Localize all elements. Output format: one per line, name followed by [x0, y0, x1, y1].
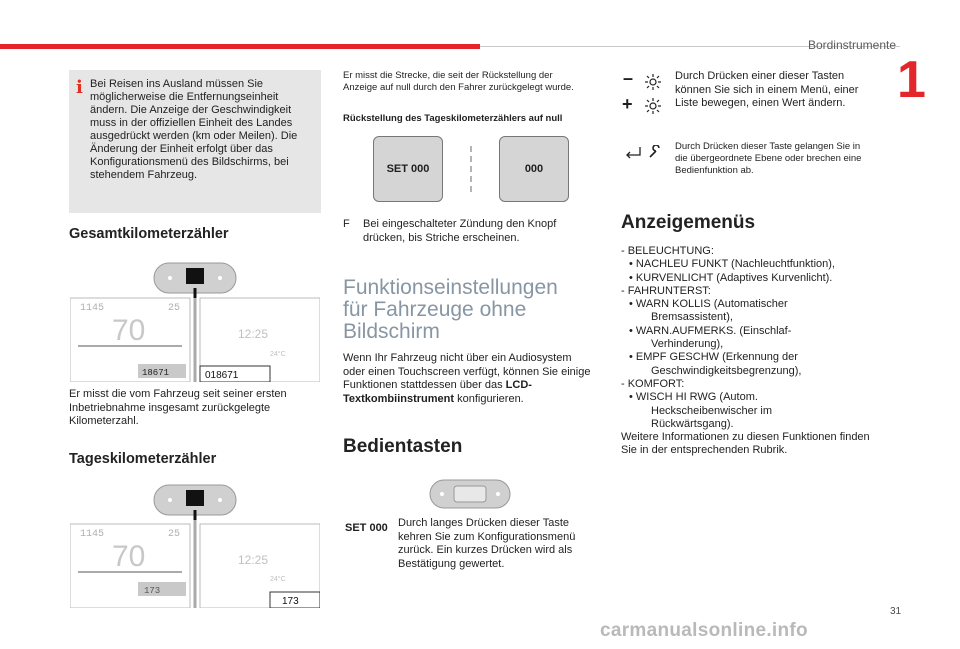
- settings-text-part2: konfigurieren.: [454, 392, 524, 405]
- menu-item: Verhinderung),: [651, 338, 724, 351]
- back-button-description: Durch Drücken dieser Taste gelangen Sie in die übergeordnete Ebene oder brechen eine Bedienfunktion ab.: [675, 141, 862, 176]
- watermark: carmanualsonline.info: [600, 620, 808, 641]
- info-icon: i: [76, 77, 83, 98]
- info-box: [69, 70, 321, 213]
- fig2-left-top: 1145: [80, 529, 105, 540]
- header-red-bar: [0, 44, 480, 49]
- total-odometer-heading: Gesamtkilometerzähler: [69, 226, 229, 242]
- menu-item: • NACHLEU FUNKT (Nachleuchtfunktion),: [629, 258, 835, 271]
- menu-item: - KOMFORT:: [621, 377, 685, 390]
- plus-icon: +: [622, 94, 633, 114]
- 000-button-illustration: 000: [499, 136, 569, 202]
- set-000-icon: SET 000: [345, 522, 388, 534]
- brightness-icon-2: [645, 98, 661, 114]
- brightness-icon: [645, 74, 661, 90]
- total-odometer-figure: [70, 258, 320, 382]
- total-odometer-description: Er misst die vom Fahrzeug seit seiner ersten Inbetriebnahme insgesamt zurückgelegte Kilometerzahl.: [69, 388, 287, 427]
- menu-item: - FAHRUNTERST:: [621, 284, 711, 297]
- control-buttons-heading: Bedientasten: [343, 436, 463, 457]
- fig2-small-value: 173: [144, 586, 161, 596]
- fig2-clock: 12:25: [238, 553, 269, 567]
- menu-item: • WISCH HI RWG (Autom.: [629, 391, 758, 404]
- settings-text: [343, 352, 595, 406]
- set-000-button-illustration: SET 000: [373, 136, 443, 202]
- menu-item: • WARN.AUFMERKS. (Einschlaf-: [629, 324, 792, 337]
- menu-item: Geschwindigkeitsbegrenzung),: [651, 364, 802, 377]
- fig1-clock: 12:25: [238, 327, 269, 341]
- fig2-right-top: 25: [168, 529, 181, 540]
- minus-button-icon: [623, 68, 633, 89]
- figure-divider: [470, 146, 472, 192]
- menu-item: • KURVENLICHT (Adaptives Kurvenlicht).: [629, 271, 833, 284]
- chapter-number: 1: [897, 51, 926, 109]
- menu-item: • EMPF GESCHW (Erkennung der: [629, 351, 798, 364]
- fig2-temp: 24°C: [270, 576, 286, 583]
- fig1-speed: 70: [112, 314, 146, 347]
- trip-odometer-figure: [70, 480, 320, 608]
- menu-footer: Weitere Informationen zu diesen Funktionen finden Sie in der entsprechenden Rubrik.: [621, 431, 870, 457]
- settings-text-part1: Wenn Ihr Fahrzeug nicht über ein Audiosystem oder einen Touchscreen verfügt, können Sie einige Funktionen stattdessen über das: [343, 352, 591, 391]
- fig1-right-top: 25: [168, 303, 181, 314]
- fig1-temp: 24°C: [270, 351, 286, 358]
- trip-reset-step: Bei eingeschalteter Zündung den Knopf drücken, bis Striche erscheinen.: [363, 218, 557, 244]
- menu-item: Heckscheibenwischer im: [651, 404, 773, 417]
- fig1-callout-value: 018671: [205, 370, 239, 381]
- fig1-left-top: 1145: [80, 303, 105, 314]
- menu-item: Bremsassistent),: [651, 311, 733, 324]
- display-menus-heading: Anzeigemenüs: [621, 212, 756, 233]
- minus-icon: –: [623, 68, 634, 88]
- settings-heading: Funktionseinstellungen für Fahrzeuge ohne Bildschirm: [343, 276, 558, 343]
- step-bullet: F: [343, 218, 350, 230]
- trip-odometer-heading: Tageskilometerzähler: [69, 451, 217, 467]
- menu-item: • WARN KOLLIS (Automatischer: [629, 298, 788, 311]
- info-text: Bei Reisen ins Ausland müssen Sie möglicherweise die Entfernungseinheit ändern. Die Anzeige der Geschwindigkeit muss in der offiziellen Einheit des Landes ausgedrückt werden (km oder Meilen). Die Änderung der Einheit erfolgt über das Konfigurationsmenü des Bildschirms, bei stehendem Fahrzeug.: [90, 78, 298, 181]
- set-button-description: Durch langes Drücken dieser Taste kehren Sie zum Konfigurationsmenü zurück. Ein kurzes Drücken wird als Bestätigung gewertet.: [398, 517, 576, 570]
- wrench-icon: [648, 145, 662, 159]
- menu-item: - BELEUCHTUNG:: [621, 245, 714, 257]
- fig1-small-value: 18671: [142, 368, 170, 378]
- fig2-speed: 70: [112, 540, 146, 573]
- trip-reset-subheading: Rückstellung des Tageskilometerzählers auf null: [343, 113, 563, 124]
- arrow-buttons-description: Durch Drücken einer dieser Tasten können Sie sich in einem Menü, einer Liste bewegen, einen Wert ändern.: [675, 70, 859, 109]
- plus-button-icon: [622, 94, 633, 115]
- section-title: Bordinstrumente: [807, 38, 896, 52]
- trip-reset-intro: Er misst die Strecke, die seit der Rückstellung der Anzeige auf null durch den Fahrer zurückgelegt wurde.: [343, 70, 574, 93]
- settings-text-bold: LCD-Textkombiinstrument: [343, 379, 532, 405]
- menu-item: Rückwärtsgang).: [651, 417, 734, 430]
- fig2-callout-value: 173: [282, 596, 299, 607]
- display-menu-list: [621, 245, 881, 458]
- page-number: 31: [890, 606, 902, 617]
- back-arrow-icon: [624, 145, 642, 159]
- control-panel-icon: [428, 476, 512, 512]
